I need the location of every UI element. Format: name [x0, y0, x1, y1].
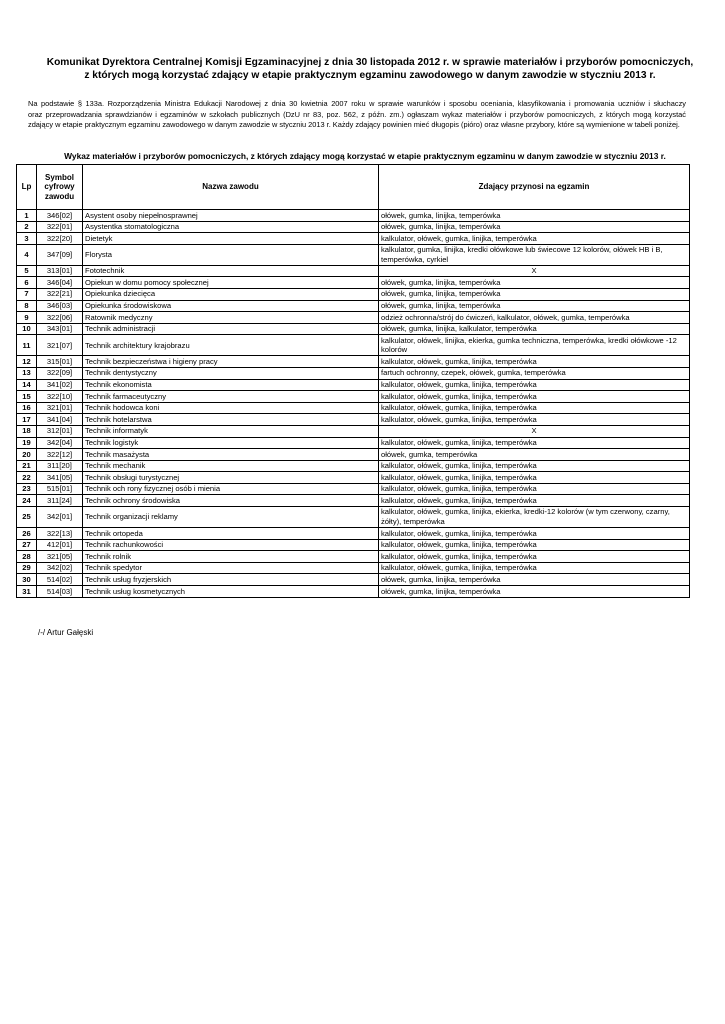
row-lp: 21: [17, 460, 37, 472]
row-lp: 6: [17, 277, 37, 289]
row-lp: 11: [17, 335, 37, 356]
intro-line-1: Na podstawie § 133a. Rozporządzenia Ministra Edukacji Narodowej z dnia 30 kwietnia 2007 roku w sprawie warunków i sposobu oceniania, klasyfikowania i promowania uczniów i słuchaczy: [28, 99, 686, 108]
row-symbol: 312[01]: [37, 425, 83, 437]
table-row: [17, 277, 690, 289]
table-row: [17, 507, 690, 528]
row-name: Technik ochrony środowiska: [83, 495, 379, 507]
row-lp: 4: [17, 244, 37, 265]
table-row: [17, 367, 690, 379]
row-tools: kalkulator, ołówek, gumka, linijka, temperówka: [379, 539, 690, 551]
row-lp: 27: [17, 539, 37, 551]
title-line-2: z których mogą korzystać zdający w etapie praktycznym egzaminu zawodowego w danym zawodzie w styczniu 2013 r.: [84, 70, 656, 81]
row-tools: ołówek, gumka, linijka, temperówka: [379, 210, 690, 222]
row-name: Technik administracji: [83, 323, 379, 335]
row-symbol: 322[09]: [37, 367, 83, 379]
table-row: [17, 391, 690, 403]
row-tools: kalkulator, ołówek, gumka, linijka, temperówka: [379, 562, 690, 574]
row-name: Fototechnik: [83, 265, 379, 277]
row-symbol: 311[24]: [37, 495, 83, 507]
row-tools: kalkulator, gumka, linijka, kredki ołówkowe lub świecowe 12 kolorów, ołówek HB i B, temperówka, cyrkiel: [379, 244, 690, 265]
table-row: [17, 221, 690, 233]
row-lp: 18: [17, 425, 37, 437]
row-lp: 31: [17, 586, 37, 598]
row-lp: 19: [17, 437, 37, 449]
table-row: [17, 437, 690, 449]
row-symbol: 346[04]: [37, 277, 83, 289]
header-symbol-line-1: Symbol: [45, 172, 74, 182]
row-symbol: 322[01]: [37, 221, 83, 233]
row-tools: ołówek, gumka, linijka, temperówka: [379, 574, 690, 586]
intro-line-3: zdający w etapie praktycznym egzaminu zawodowego w danym zawodzie w styczniu 2013 r. Każdy zdający powinien mieć długopis (pióro) oraz własne przybory, które są wymienione w tabeli poniżej.: [28, 120, 680, 129]
table-row: [17, 244, 690, 265]
table-row: [17, 483, 690, 495]
row-name: Opiekunka dziecięca: [83, 288, 379, 300]
table-row: [17, 312, 690, 324]
row-tools: kalkulator, ołówek, gumka, linijka, ekierka, kredki-12 kolorów (w tym czerwony, czarny, żółty), temperówka: [379, 507, 690, 528]
row-tools: ołówek, gumka, temperówka: [379, 449, 690, 461]
row-lp: 17: [17, 414, 37, 426]
row-lp: 8: [17, 300, 37, 312]
row-symbol: 341[05]: [37, 472, 83, 484]
row-tools: ołówek, gumka, linijka, temperówka: [379, 221, 690, 233]
row-tools: kalkulator, ołówek, gumka, linijka, temperówka: [379, 391, 690, 403]
row-symbol: 322[06]: [37, 312, 83, 324]
row-lp: 24: [17, 495, 37, 507]
row-lp: 28: [17, 551, 37, 563]
row-symbol: 341[04]: [37, 414, 83, 426]
row-name: Technik usług kosmetycznych: [83, 586, 379, 598]
table-row: [17, 528, 690, 540]
row-name: Technik organizacji reklamy: [83, 507, 379, 528]
document-title: [40, 56, 700, 82]
header-symbol-line-3: zawodu: [44, 191, 75, 201]
table-row: [17, 288, 690, 300]
row-tools: ołówek, gumka, linijka, temperówka: [379, 288, 690, 300]
row-lp: 22: [17, 472, 37, 484]
row-name: Dietetyk: [83, 233, 379, 245]
row-tools: kalkulator, ołówek, gumka, linijka, temperówka: [379, 528, 690, 540]
row-name: Technik rolnik: [83, 551, 379, 563]
row-tools: ołówek, gumka, linijka, temperówka: [379, 586, 690, 598]
row-symbol: 311[20]: [37, 460, 83, 472]
table-row: [17, 323, 690, 335]
row-tools: X: [379, 425, 690, 437]
row-name: Asystent osoby niepełnosprawnej: [83, 210, 379, 222]
signature: /-/ Artur Gałęski: [38, 628, 94, 637]
table-row: [17, 379, 690, 391]
row-name: Technik och rony fizycznej osób i mienia: [83, 483, 379, 495]
table-row: [17, 335, 690, 356]
table-row: [17, 356, 690, 368]
table-row: [17, 539, 690, 551]
table-row: [17, 300, 690, 312]
row-name: Technik hotelarstwa: [83, 414, 379, 426]
row-symbol: 321[01]: [37, 402, 83, 414]
row-name: Ratownik medyczny: [83, 312, 379, 324]
row-name: Technik architektury krajobrazu: [83, 335, 379, 356]
table-row: [17, 562, 690, 574]
row-name: Florysta: [83, 244, 379, 265]
row-symbol: 321[07]: [37, 335, 83, 356]
header-name: Nazwa zawodu: [83, 165, 379, 210]
row-tools: kalkulator, ołówek, gumka, linijka, temperówka: [379, 472, 690, 484]
table-row: [17, 449, 690, 461]
row-symbol: 342[04]: [37, 437, 83, 449]
row-tools: kalkulator, ołówek, gumka, linijka, temperówka: [379, 414, 690, 426]
table-row: [17, 233, 690, 245]
intro-line-2: oraz przeprowadzania sprawdzianów i egzaminów w szkołach publicznych (DzU nr 83, poz. 562, z późn. zm.) ogłaszam wykaz materiałów i przyborów pomocniczych, z których mogą korzystać: [28, 109, 686, 119]
row-symbol: 341[02]: [37, 379, 83, 391]
table-row: [17, 425, 690, 437]
row-lp: 9: [17, 312, 37, 324]
row-tools: kalkulator, ołówek, gumka, linijka, temperówka: [379, 233, 690, 245]
row-lp: 30: [17, 574, 37, 586]
row-lp: 16: [17, 402, 37, 414]
table-row: [17, 472, 690, 484]
table-row: [17, 460, 690, 472]
row-lp: 1: [17, 210, 37, 222]
row-lp: 14: [17, 379, 37, 391]
row-name: Technik ekonomista: [83, 379, 379, 391]
row-symbol: 321[05]: [37, 551, 83, 563]
title-line-1: Komunikat Dyrektora Centralnej Komisji Egzaminacyjnej z dnia 30 listopada 2012 r. w sprawie materiałów i przyborów pomocniczych,: [46, 57, 694, 68]
row-name: Asystentka stomatologiczna: [83, 221, 379, 233]
intro-paragraph: [28, 99, 686, 131]
table-header-row: [17, 165, 690, 210]
row-symbol: 346[03]: [37, 300, 83, 312]
row-lp: 7: [17, 288, 37, 300]
row-name: Technik farmaceutyczny: [83, 391, 379, 403]
row-lp: 15: [17, 391, 37, 403]
row-tools: kalkulator, ołówek, gumka, linijka, temperówka: [379, 460, 690, 472]
row-lp: 25: [17, 507, 37, 528]
row-name: Technik bezpieczeństwa i higieny pracy: [83, 356, 379, 368]
row-name: Technik usług fryzjerskich: [83, 574, 379, 586]
row-symbol: 347[09]: [37, 244, 83, 265]
row-tools: ołówek, gumka, linijka, kalkulator, temperówka: [379, 323, 690, 335]
table-row: [17, 551, 690, 563]
row-lp: 12: [17, 356, 37, 368]
row-tools: kalkulator, ołówek, gumka, linijka, temperówka: [379, 483, 690, 495]
row-symbol: 322[10]: [37, 391, 83, 403]
row-tools: kalkulator, ołówek, gumka, linijka, temperówka: [379, 551, 690, 563]
row-symbol: 315[01]: [37, 356, 83, 368]
row-lp: 23: [17, 483, 37, 495]
row-tools: kalkulator, ołówek, gumka, linijka, temperówka: [379, 495, 690, 507]
header-symbol: [37, 165, 83, 210]
row-name: Technik logistyk: [83, 437, 379, 449]
row-tools: ołówek, gumka, linijka, temperówka: [379, 277, 690, 289]
row-tools: X: [379, 265, 690, 277]
row-tools: ołówek, gumka, linijka, temperówka: [379, 300, 690, 312]
table-row: [17, 414, 690, 426]
row-name: Opiekunka środowiskowa: [83, 300, 379, 312]
row-lp: 29: [17, 562, 37, 574]
header-symbol-line-2: cyfrowy: [44, 182, 75, 192]
row-symbol: 514[02]: [37, 574, 83, 586]
header-tools: Zdający przynosi na egzamin: [379, 165, 690, 210]
row-symbol: 515[01]: [37, 483, 83, 495]
table-row: [17, 495, 690, 507]
row-lp: 20: [17, 449, 37, 461]
row-symbol: 342[02]: [37, 562, 83, 574]
row-symbol: 322[12]: [37, 449, 83, 461]
row-tools: kalkulator, ołówek, linijka, ekierka, gumka techniczna, temperówka, kredki ołówkowe -12 kolorów: [379, 335, 690, 356]
row-name: Technik mechanik: [83, 460, 379, 472]
row-symbol: 514[03]: [37, 586, 83, 598]
row-lp: 26: [17, 528, 37, 540]
row-symbol: 342[01]: [37, 507, 83, 528]
row-lp: 13: [17, 367, 37, 379]
table-row: [17, 402, 690, 414]
row-name: Technik dentystyczny: [83, 367, 379, 379]
table-row: [17, 586, 690, 598]
row-symbol: 346[02]: [37, 210, 83, 222]
row-name: Technik obsługi turystycznej: [83, 472, 379, 484]
row-name: Opiekun w domu pomocy społecznej: [83, 277, 379, 289]
row-symbol: 343[01]: [37, 323, 83, 335]
row-lp: 10: [17, 323, 37, 335]
row-lp: 5: [17, 265, 37, 277]
table-caption: Wykaz materiałów i przyborów pomocniczych, z których zdający mogą korzystać w etapie praktycznym egzaminu w danym zawodzie w styczniu 2013 r.: [64, 151, 666, 161]
row-symbol: 322[13]: [37, 528, 83, 540]
row-name: Technik informatyk: [83, 425, 379, 437]
row-symbol: 322[21]: [37, 288, 83, 300]
row-symbol: 313[01]: [37, 265, 83, 277]
row-name: Technik spedytor: [83, 562, 379, 574]
row-tools: kalkulator, ołówek, gumka, linijka, temperówka: [379, 356, 690, 368]
row-name: Technik rachunkowości: [83, 539, 379, 551]
row-tools: odzież ochronna/strój do ćwiczeń, kalkulator, ołówek, gumka, temperówka: [379, 312, 690, 324]
row-symbol: 322[20]: [37, 233, 83, 245]
row-symbol: 412[01]: [37, 539, 83, 551]
table-body: [17, 210, 690, 598]
table-row: [17, 265, 690, 277]
row-lp: 3: [17, 233, 37, 245]
row-tools: kalkulator, ołówek, gumka, linijka, temperówka: [379, 437, 690, 449]
row-name: Technik hodowca koni: [83, 402, 379, 414]
row-lp: 2: [17, 221, 37, 233]
row-name: Technik masażysta: [83, 449, 379, 461]
row-tools: kalkulator, ołówek, gumka, linijka, temperówka: [379, 402, 690, 414]
header-lp: Lp: [17, 165, 37, 210]
table-row: [17, 210, 690, 222]
row-name: Technik ortopeda: [83, 528, 379, 540]
materials-table: [16, 164, 690, 598]
row-tools: fartuch ochronny, czepek, ołówek, gumka, temperówka: [379, 367, 690, 379]
table-row: [17, 574, 690, 586]
row-tools: kalkulator, ołówek, gumka, linijka, temperówka: [379, 379, 690, 391]
